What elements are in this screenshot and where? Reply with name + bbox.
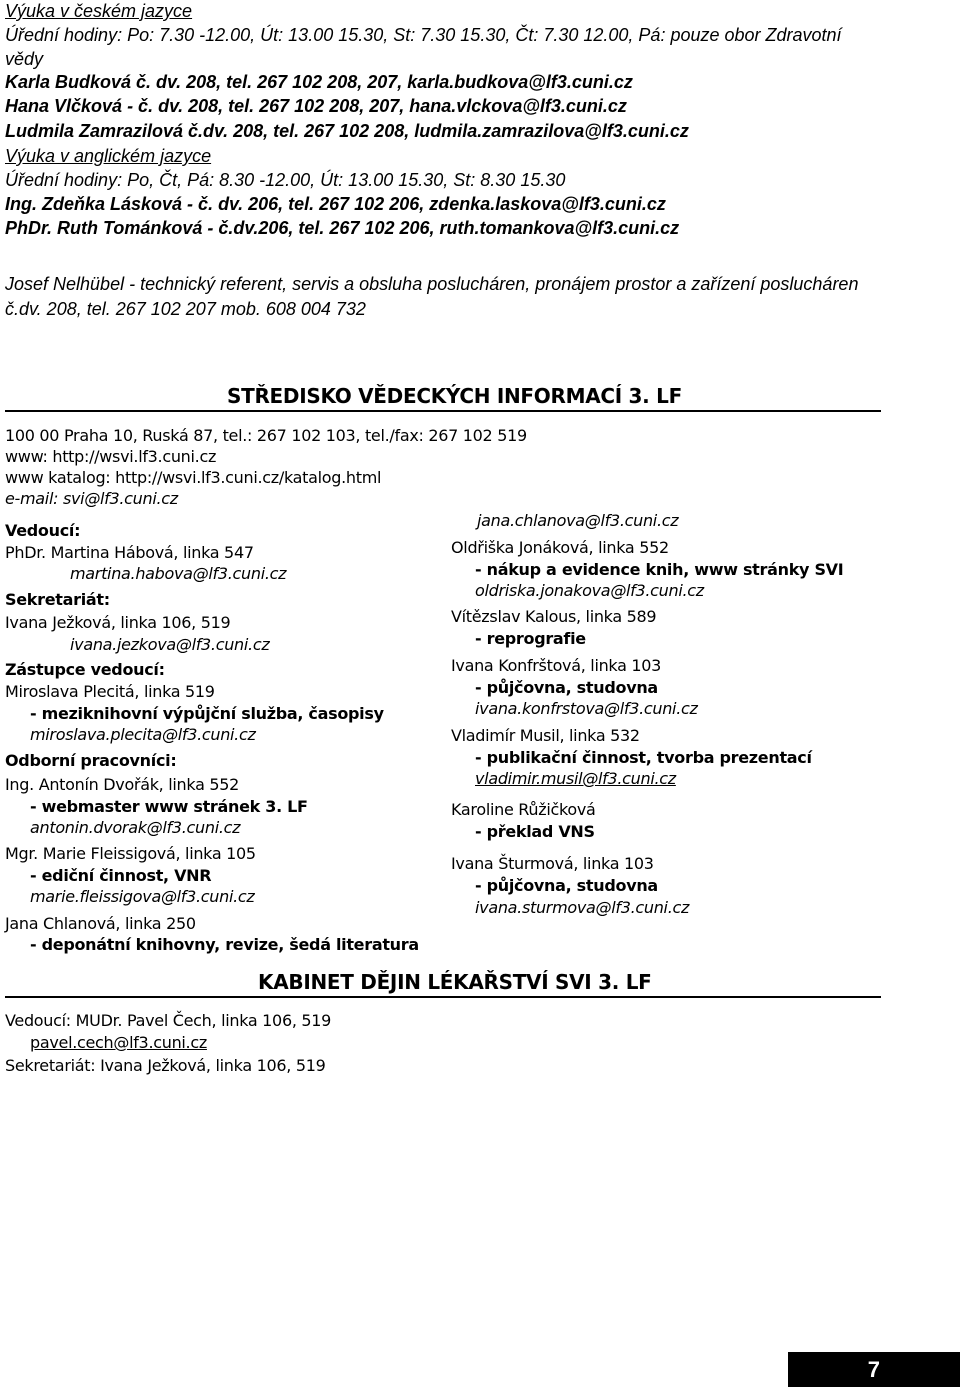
contact-tomankova: PhDr. Ruth Tománková - č.dv.206, tel. 267 102 206, ruth.tomankova@lf3.cuni.cz [5,218,680,238]
svi-email: e-mail: svi@lf3.cuni.cz [5,489,178,508]
kabinet-vedouci: Vedoucí: MUDr. Pavel Čech, linka 106, 519 [5,1011,332,1030]
svi-sturmova-duty: - půjčovna, studovna [475,876,658,895]
svi-address: 100 00 Praha 10, Ruská 87, tel.: 267 102 103, tel./fax: 267 102 519 [5,426,527,445]
svi-dvorak-email: antonin.dvorak@lf3.cuni.cz [30,818,241,837]
contact-budkova: Karla Budková č. dv. 208, tel. 267 102 208, 207, karla.budkova@lf3.cuni.cz [5,72,633,92]
svi-ruzickova: Karoline Růžičková [451,800,596,819]
office-hours-czech: Úřední hodiny: Po: 7.30 -12.00, Út: 13.00 15.30, St: 7.30 15.30, Čt: 7.30 12.00, Pá: pouze obor Zdravotní [5,25,842,45]
svi-ruzickova-duty: - překlad VNS [475,822,595,841]
contact-nelhubel: Josef Nelhübel - technický referent, servis a obsluha poslucháren, pronájem prostor a zařízení poslucháren [5,274,859,294]
svi-label-zastupce: Zástupce vedoucí: [5,660,165,679]
svi-chlanova-duty: - deponátní knihovny, revize, šedá literatura [30,935,419,954]
svi-konfrstova: Ivana Konfrštová, linka 103 [451,656,662,675]
office-hours-czech-cont: vědy [5,49,44,69]
svi-jonakova-email: oldriska.jonakova@lf3.cuni.cz [475,581,704,600]
svi-konfrstova-email: ivana.konfrstova@lf3.cuni.cz [475,699,698,718]
svi-kalous-duty: - reprografie [475,629,586,648]
svi-label-vedouci: Vedoucí: [5,521,81,540]
svi-jezkova: Ivana Ježková, linka 106, 519 [5,613,231,632]
kabinet-sekretariat: Sekretariát: Ivana Ježková, linka 106, 519 [5,1056,326,1075]
svi-musil-duty: - publikační činnost, tvorba prezentací [475,748,812,767]
teaching-english-heading: Výuka v anglickém jazyce [5,146,212,166]
kabinet-vedouci-email: pavel.cech@lf3.cuni.cz [30,1033,207,1052]
svi-chlanova-email: jana.chlanova@lf3.cuni.cz [477,511,679,530]
svi-musil: Vladimír Musil, linka 532 [451,726,640,745]
svi-jonakova-duty: - nákup a evidence knih, www stránky SVI [475,560,844,579]
svi-konfrstova-duty: - půjčovna, studovna [475,678,658,697]
kabinet-rule [5,996,881,998]
page-number-box [788,1352,960,1387]
svi-dvorak-duty: - webmaster www stránek 3. LF [30,797,308,816]
svi-fleissigova: Mgr. Marie Fleissigová, linka 105 [5,844,256,863]
svi-fleissigova-email: marie.fleissigova@lf3.cuni.cz [30,887,255,906]
svi-www: www: http://wsvi.lf3.cuni.cz [5,447,217,466]
svi-plecita-email: miroslava.plecita@lf3.cuni.cz [30,725,256,744]
svi-fleissigova-duty: - ediční činnost, VNR [30,866,212,885]
svi-label-odborni: Odborní pracovníci: [5,751,177,770]
svi-kalous: Vítězslav Kalous, linka 589 [451,607,657,626]
svi-dvorak: Ing. Antonín Dvořák, linka 552 [5,775,239,794]
svi-jonakova: Oldřiška Jonáková, linka 552 [451,538,669,557]
svi-chlanova: Jana Chlanová, linka 250 [5,914,196,933]
kabinet-heading: KABINET DĚJIN LÉKAŘSTVÍ SVI 3. LF [258,970,652,994]
svi-jezkova-email: ivana.jezkova@lf3.cuni.cz [70,635,270,654]
svi-katalog: www katalog: http://wsvi.lf3.cuni.cz/katalog.html [5,468,382,487]
contact-zamrazilova: Ludmila Zamrazilová č.dv. 208, tel. 267 102 208, ludmila.zamrazilova@lf3.cuni.cz [5,121,689,141]
office-hours-english: Úřední hodiny: Po, Čt, Pá: 8.30 -12.00, Út: 13.00 15.30, St: 8.30 15.30 [5,170,566,190]
teaching-czech-heading: Výuka v českém jazyce [5,1,193,21]
svi-plecita-duty: - meziknihovní výpůjční služba, časopisy [30,704,384,723]
svi-habova-email: martina.habova@lf3.cuni.cz [70,564,287,583]
svi-habova: PhDr. Martina Hábová, linka 547 [5,543,254,562]
svi-rule [5,410,881,412]
svi-plecita: Miroslava Plecitá, linka 519 [5,682,215,701]
contact-laskova: Ing. Zdeňka Lásková - č. dv. 206, tel. 267 102 206, zdenka.laskova@lf3.cuni.cz [5,194,666,214]
svi-sturmova: Ivana Šturmová, linka 103 [451,854,654,873]
page-number: 7 [867,1357,880,1382]
svi-musil-email: vladimir.musil@lf3.cuni.cz [475,769,676,788]
svi-sturmova-email: ivana.sturmova@lf3.cuni.cz [475,898,690,917]
svi-heading: STŘEDISKO VĚDECKÝCH INFORMACÍ 3. LF [227,384,682,408]
svi-label-sekretariat: Sekretariát: [5,590,110,609]
contact-nelhubel-cont: č.dv. 208, tel. 267 102 207 mob. 608 004 732 [5,299,366,319]
contact-vlckova: Hana Vlčková - č. dv. 208, tel. 267 102 208, 207, hana.vlckova@lf3.cuni.cz [5,96,627,116]
